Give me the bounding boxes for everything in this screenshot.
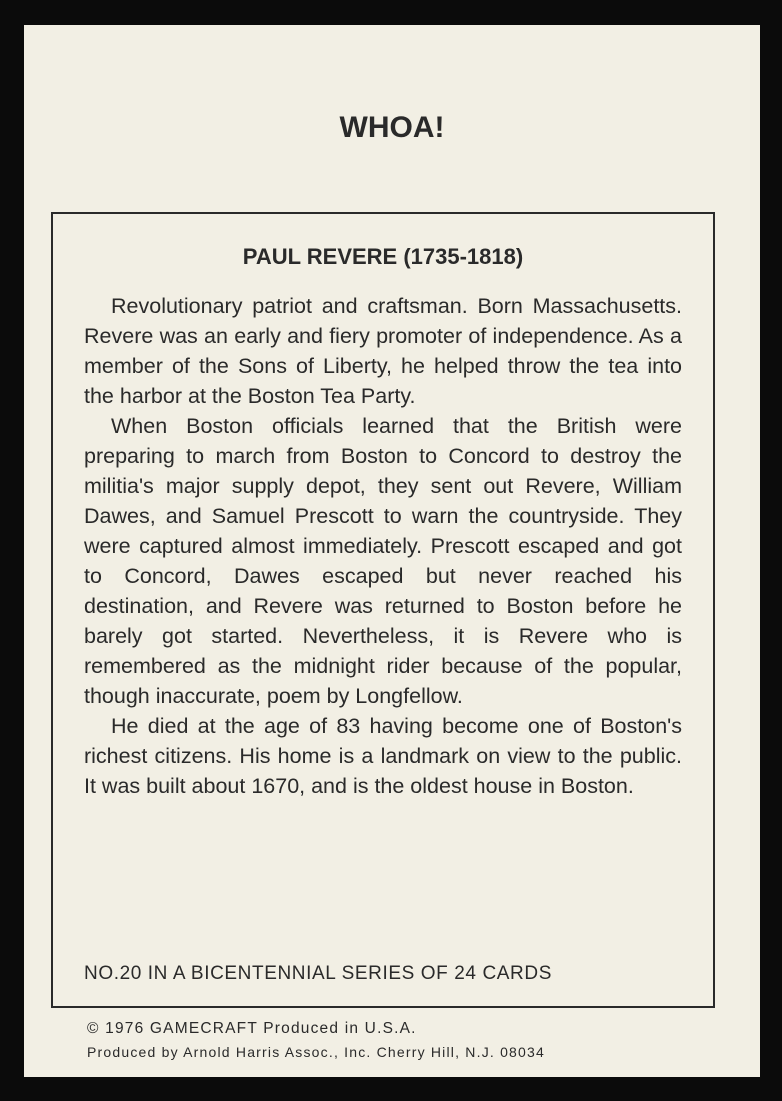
bio-body (84, 291, 682, 801)
copyright-line: © 1976 GAMECRAFT Produced in U.S.A. (87, 1020, 417, 1037)
bio-title: PAUL REVERE (1735-1818) (242, 244, 524, 269)
series-note: NO.20 IN A BICENTENNIAL SERIES OF 24 CARDS (84, 963, 552, 984)
bio-frame (51, 212, 715, 1008)
card-heading: WHOA! (339, 111, 445, 144)
producer-line: Produced by Arnold Harris Assoc., Inc. Cherry Hill, N.J. 08034 (87, 1044, 546, 1060)
bio-paragraph: When Boston officials learned that the British were preparing to march from Boston to Concord to destroy the militia's major supply depot, they sent out Revere, William Dawes, and Samuel Prescott to warn the countryside. They were captured almost immediately. Prescott escaped and got to Concord, Dawes escaped but never reached his destination, and Revere was returned to Boston before he barely got started. Nevertheless, it is Revere who is remembered as the midnight rider because of the popular, though inaccurate, poem by Longfellow. (84, 414, 682, 708)
bio-paragraph: Revolutionary patriot and craftsman. Born Massachusetts. Revere was an early and fiery promoter of independence. As a member of the Sons of Liberty, he helped throw the tea into the harbor at the Boston Tea Party. (84, 294, 682, 408)
trading-card-back (24, 25, 760, 1077)
bio-paragraph: He died at the age of 83 having become one of Boston's richest citizens. His home is a landmark on view to the public. It was built about 1670, and is the oldest house in Boston. (84, 714, 682, 798)
